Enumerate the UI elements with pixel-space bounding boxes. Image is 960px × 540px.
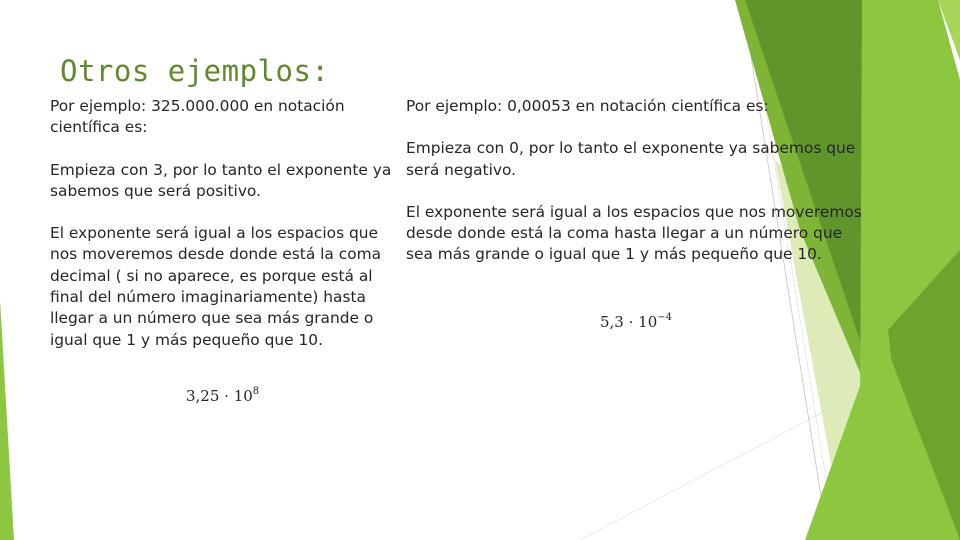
- right-formula-base: 5,3 · 10: [600, 313, 658, 331]
- right-paragraph-sign: Empieza con 0, por lo tanto el exponente ya sabemos que será negativo.: [406, 139, 856, 179]
- right-formula-exponent: −4: [657, 312, 672, 323]
- left-formula: [186, 386, 259, 405]
- right-paragraph-exponent: El exponente será igual a los espacios que nos moveremos desde donde está la coma hasta llegar a un número que sea más grande o igual que 1 y más pequeño que 10.: [406, 202, 862, 264]
- left-paragraph-exponent: El exponente será igual a los espacios que nos moveremos desde donde está la coma decimal ( si no aparece, es porque está al final del número imaginariamente) hasta llegar a un número que sea más grande o igual que 1 y más pequeño que 10.: [50, 224, 382, 349]
- right-column: [406, 96, 872, 266]
- left-edge-shape: [0, 300, 14, 540]
- right-paragraph-example: Por ejemplo: 0,00053 en notación científica es:: [406, 97, 769, 115]
- left-formula-exponent: 8: [252, 386, 260, 397]
- left-paragraph-example: Por ejemplo: 325.000.000 en notación científica es:: [50, 97, 345, 137]
- right-formula: [600, 312, 672, 331]
- slide-title: Otros ejemplos:: [60, 54, 330, 88]
- left-paragraph-sign: Empieza con 3, por lo tanto el exponente ya sabemos que será positivo.: [50, 160, 392, 200]
- left-formula-base: 3,25 · 10: [186, 387, 253, 405]
- left-column: [50, 96, 396, 351]
